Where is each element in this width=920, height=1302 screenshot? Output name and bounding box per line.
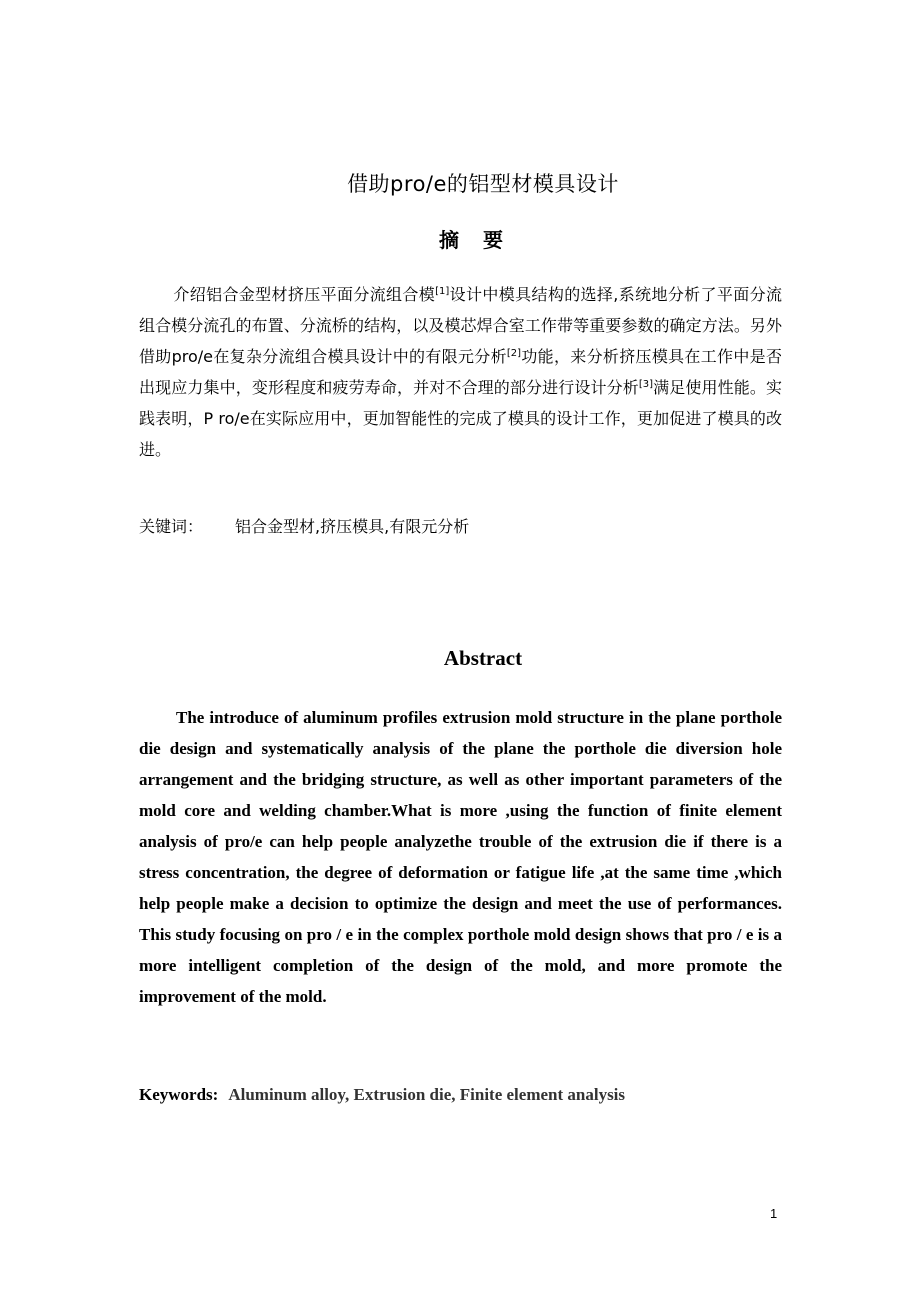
citation-1: [1] xyxy=(435,286,450,297)
abstract-cn-text-3: 功能，来分析挤压模具在工作中是否出现应力集中，变形程度和疲劳寿命，并对不合理的部分进行设计分析 xyxy=(139,347,782,397)
abstract-en-heading: Abstract xyxy=(443,646,523,670)
abstract-cn-text-1: 介绍铝合金型材挤压平面分流组合模 xyxy=(173,285,436,304)
abstract-cn-text-4: 满足使用性能。实践表明，P ro/e在实际应用中，更加智能性的完成了模具的设计工作，更加促进了模具的改进。 xyxy=(139,378,782,459)
abstract-cn-body xyxy=(139,279,782,465)
citation-2: [2] xyxy=(506,348,522,359)
keywords-en-label: Keywords: xyxy=(139,1085,219,1104)
keywords-cn xyxy=(139,514,469,537)
abstract-cn-text-2: 设计中模具结构的选择,系统地分析了平面分流组合模分流孔的布置、分流桥的结构，以及模芯焊合室工作带等重要参数的确定方法。另外借助pro/e在复杂分流组合模具设计中的有限元分析 xyxy=(139,285,782,366)
abstract-en-text: The introduce of aluminum profiles extrusion mold structure in the plane porthole die design and systematically analysis of the plane the porthole die diversion hole arrangement and the bridging structure, as well as other important parameters of the mold core and welding chamber.What is more ,using the function of finite element analysis of pro/e can help people analyzethe trouble of the extrusion die if there is a stress concentration, the degree of deformation or fatigue life ,at the same time ,which help people make a decision to optimize the design and meet the use of performances. This study focusing on pro / e in the complex porthole mold design shows that pro / e is a more intelligent completion of the design of the mold, and more promote the improvement of the mold. xyxy=(139,708,782,1006)
page-number: 1 xyxy=(770,1206,778,1221)
paper-title-cn: 借助pro/e的铝型材模具设计 xyxy=(347,172,619,196)
keywords-en-value: Aluminum alloy, Extrusion die, Finite element analysis xyxy=(228,1085,626,1104)
abstract-cn-heading: 摘要 xyxy=(439,228,527,252)
citation-3: [3] xyxy=(638,379,653,390)
keywords-cn-value: 铝合金型材,挤压模具,有限元分析 xyxy=(235,517,470,536)
keywords-cn-label: 关键词： xyxy=(139,517,204,536)
keywords-en xyxy=(139,1085,625,1105)
abstract-en-body xyxy=(139,702,782,1012)
